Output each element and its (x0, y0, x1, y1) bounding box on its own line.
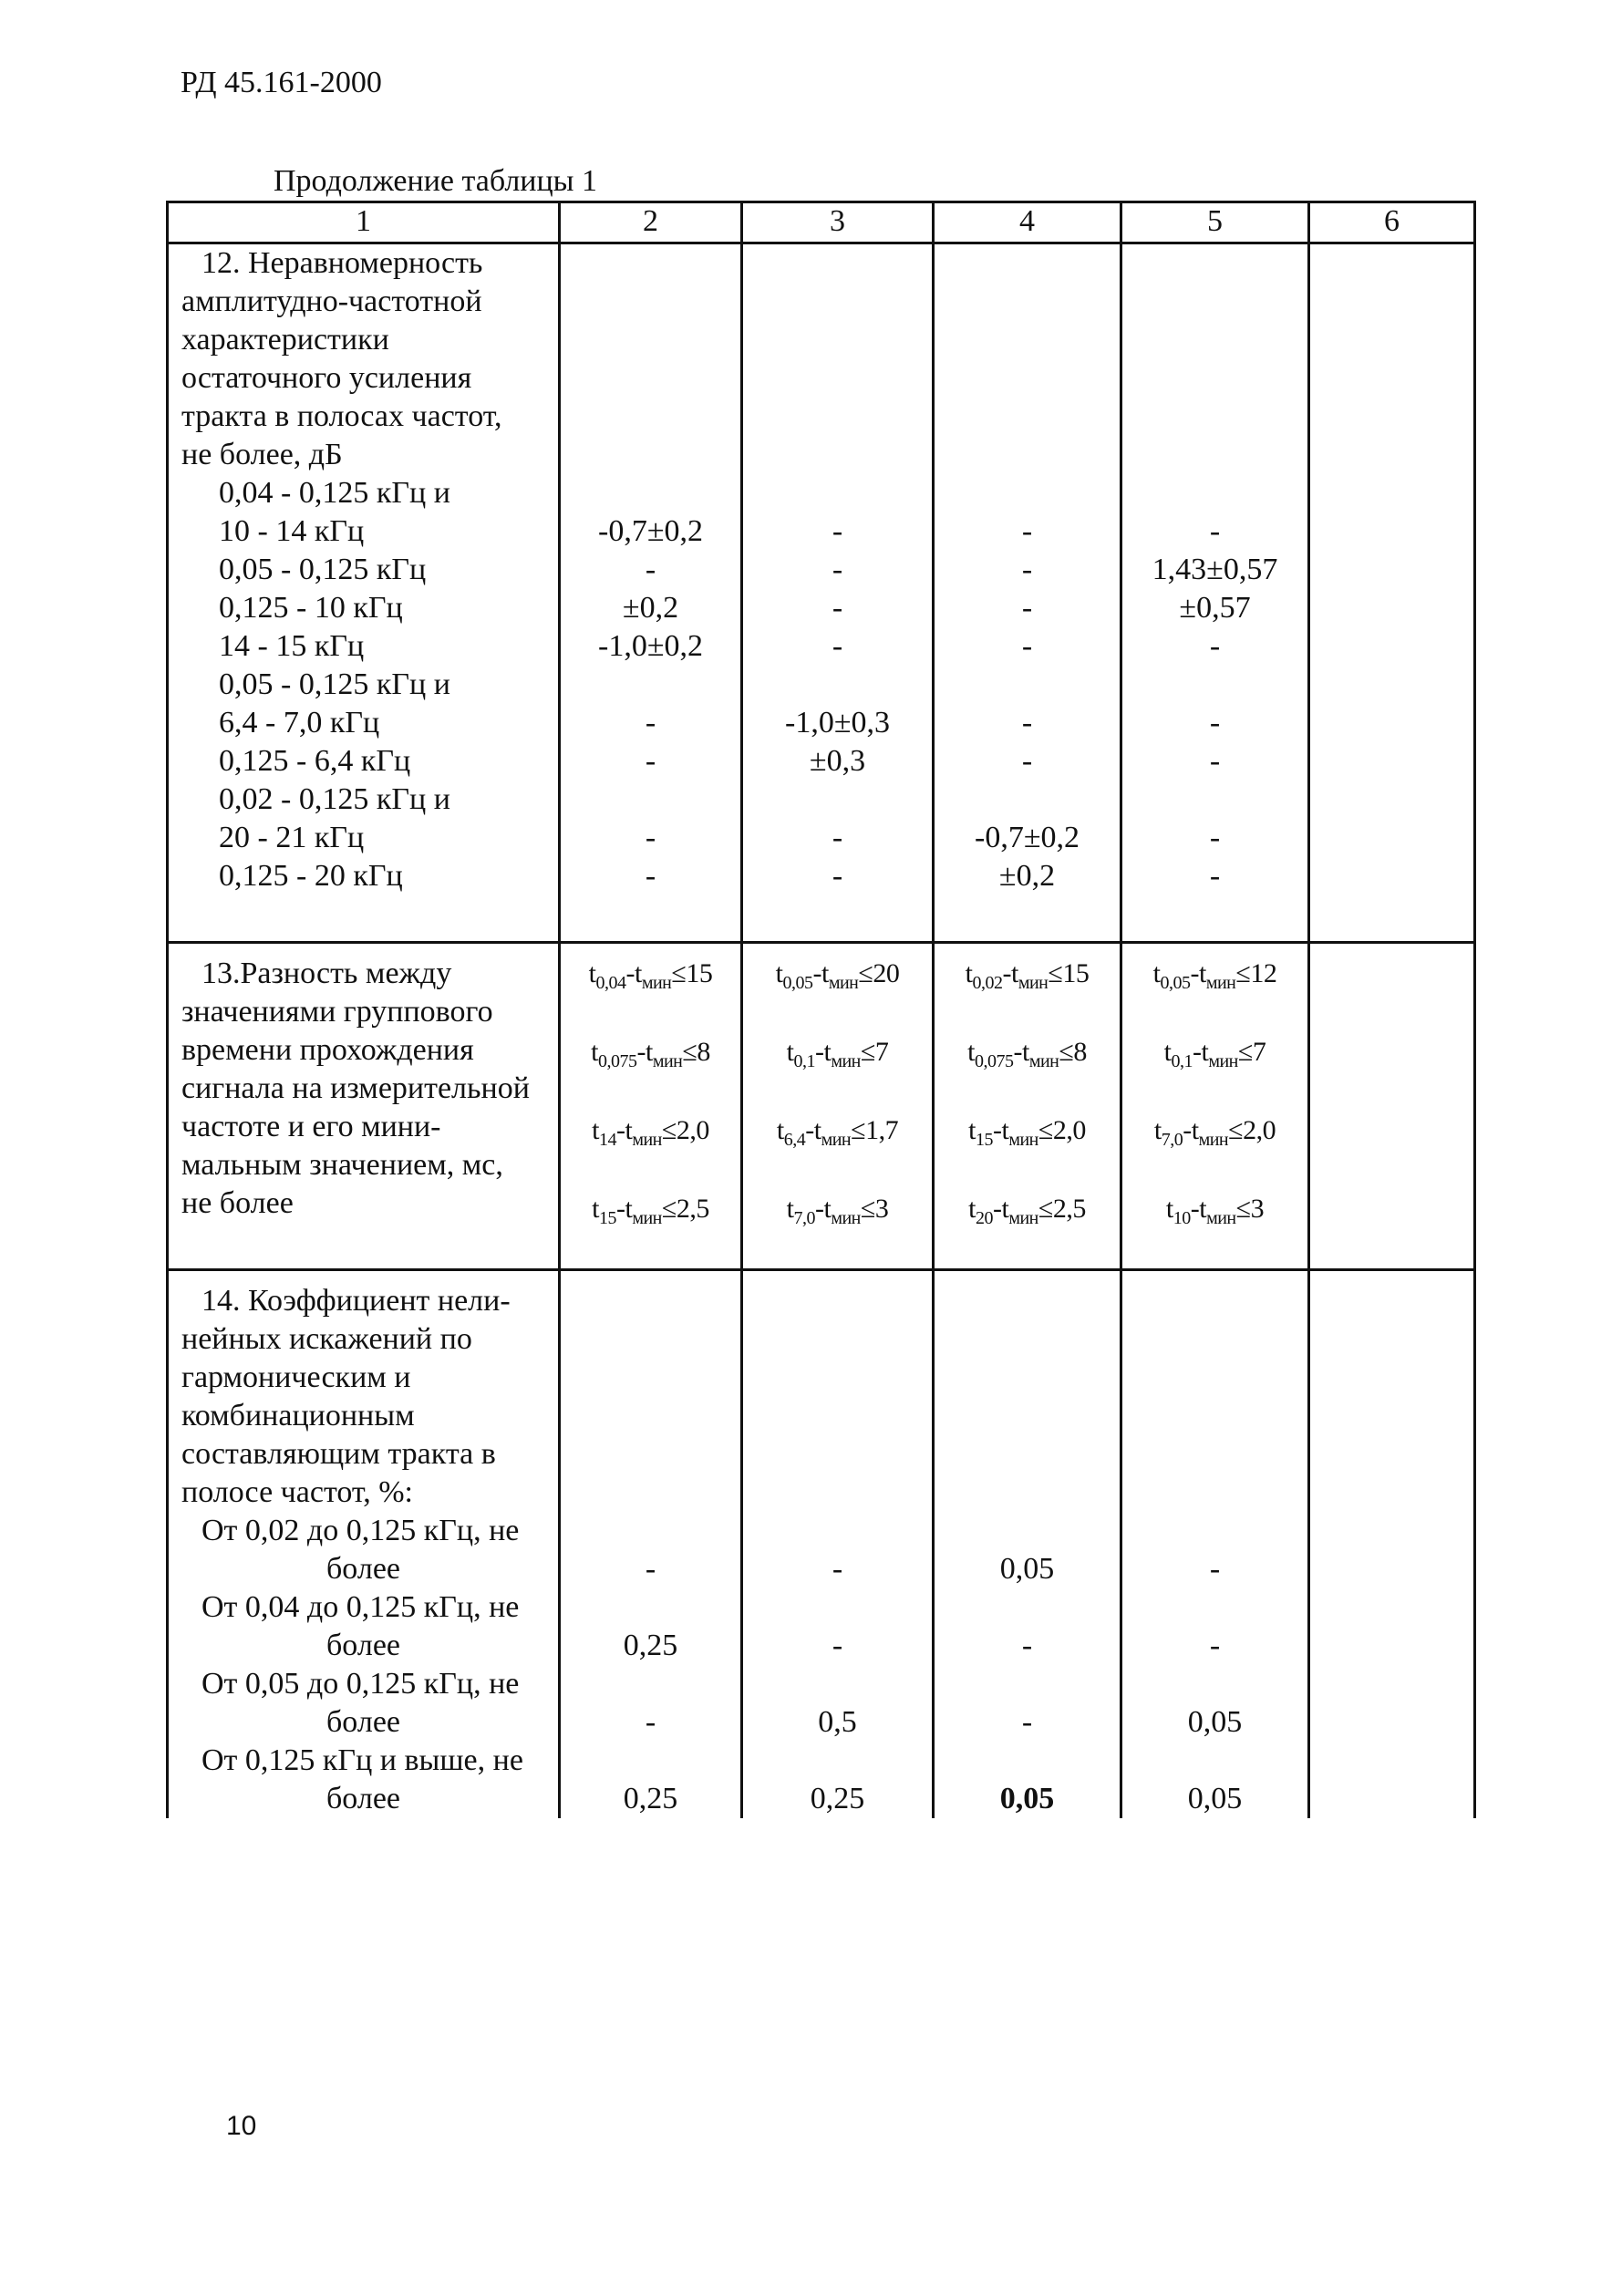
parameter-line: более (326, 1552, 400, 1586)
t-symbol: t (786, 1194, 794, 1224)
column-header: 6 (1309, 202, 1475, 243)
value: - (1209, 1552, 1221, 1586)
parameter-line: более (326, 1629, 400, 1662)
parameter-line: частоте и его мини- (181, 1110, 441, 1143)
t-symbol: t (967, 1037, 975, 1067)
parameter-line: 14 - 15 кГц (219, 629, 365, 663)
minus-t: -t (992, 1115, 1009, 1145)
value: -1,0±0,2 (598, 629, 703, 663)
freq-subscript: 7,0 (1161, 1130, 1183, 1150)
minus-t: -t (1190, 958, 1206, 988)
group-delay-expression (743, 955, 932, 1033)
value: - (832, 629, 843, 663)
freq-subscript: 0,1 (793, 1051, 815, 1071)
minus-t: -t (636, 1037, 653, 1067)
minus-t: -t (615, 1194, 633, 1224)
value-cell-col3 (742, 943, 934, 1270)
parameter-line: 10 - 14 кГц (219, 514, 365, 548)
limit-value: ≤2,0 (1038, 1115, 1086, 1145)
limit-value: ≤2,0 (661, 1115, 709, 1145)
min-subscript: мин (1018, 973, 1049, 993)
limit-value: ≤2,5 (1038, 1194, 1086, 1224)
t-symbol: t (1163, 1037, 1172, 1067)
cell-spacer (169, 895, 558, 941)
parameter-line: 20 - 21 кГц (219, 821, 365, 854)
group-delay-expression (561, 955, 740, 1033)
value: - (1021, 1629, 1033, 1662)
group-delay-expression (935, 1190, 1120, 1268)
limit-value: ≤8 (682, 1037, 710, 1067)
parameter-line: 12. Неравномерность (201, 246, 483, 280)
column-header: 5 (1121, 202, 1309, 243)
value: - (645, 706, 656, 739)
parameter-line: От 0,04 до 0,125 кГц, не (201, 1590, 520, 1624)
limit-value: ≤12 (1235, 958, 1277, 988)
group-delay-expression (935, 1033, 1120, 1112)
parameter-line: 0,125 - 10 кГц (219, 591, 403, 625)
minus-t: -t (1192, 1037, 1209, 1067)
parameter-cell (168, 943, 560, 1270)
freq-subscript: 0,075 (974, 1051, 1014, 1071)
value: - (1209, 859, 1221, 893)
value: -0,7±0,2 (975, 821, 1080, 854)
t-symbol: t (968, 1194, 976, 1224)
parameter-line: комбинационным (181, 1399, 415, 1432)
parameter-line: остаточного усиления (181, 361, 472, 395)
min-subscript: мин (632, 1130, 662, 1150)
t-symbol: t (588, 958, 596, 988)
parameter-line: составляющим тракта в (181, 1437, 496, 1471)
parameter-line: не более, дБ (181, 438, 343, 471)
min-subscript: мин (831, 1208, 861, 1228)
cell-spacer (169, 1223, 558, 1268)
group-delay-expression (1122, 955, 1307, 1033)
parameter-line: 0,125 - 20 кГц (219, 859, 403, 893)
t-symbol: t (1165, 1194, 1173, 1224)
value-cell-col4 (934, 243, 1121, 943)
value: ±0,3 (809, 744, 866, 778)
document-code: РД 45.161-2000 (181, 66, 382, 99)
minus-t: -t (814, 1037, 832, 1067)
limit-value: ≤15 (671, 958, 713, 988)
t-symbol: t (776, 1115, 784, 1145)
value: - (1021, 591, 1033, 625)
min-subscript: мин (652, 1051, 683, 1071)
value: - (1021, 744, 1033, 778)
minus-t: -t (1002, 958, 1018, 988)
parameter-line: От 0,02 до 0,125 кГц, не (201, 1514, 520, 1547)
parameter-cell (168, 243, 560, 943)
t-symbol: t (786, 1037, 794, 1067)
freq-subscript: 0,02 (972, 973, 1003, 993)
parameter-line: От 0,125 кГц и выше, не (201, 1743, 523, 1777)
group-delay-expression (935, 955, 1120, 1033)
min-subscript: мин (1205, 973, 1236, 993)
value: 0,05 (1187, 1782, 1243, 1815)
value: 0,05 (1187, 1705, 1243, 1739)
table-row-13 (168, 943, 1475, 1270)
t-symbol: t (968, 1115, 976, 1145)
table-row-14 (168, 1270, 1475, 1819)
value: ±0,57 (1179, 591, 1251, 625)
value: 1,43±0,57 (1152, 553, 1278, 586)
value: ±0,2 (622, 591, 679, 625)
value: - (832, 514, 843, 548)
parameter-line: 6,4 - 7,0 кГц (219, 706, 380, 739)
parameter-line: амплитудно-частотной (181, 284, 482, 318)
value: - (1209, 629, 1221, 663)
group-delay-expression (561, 1190, 740, 1268)
table-row-12 (168, 243, 1475, 943)
parameter-line: не более (181, 1186, 294, 1220)
value: 0,25 (623, 1782, 678, 1815)
value-cell-col5 (1121, 943, 1309, 1270)
value: - (832, 859, 843, 893)
group-delay-expression (743, 1033, 932, 1112)
freq-subscript: 15 (598, 1208, 616, 1228)
min-subscript: мин (1008, 1208, 1038, 1228)
parameter-line: более (326, 1782, 400, 1815)
minus-t: -t (814, 1194, 832, 1224)
group-delay-expression (561, 1033, 740, 1112)
value-cell-col5 (1121, 1270, 1309, 1819)
column-header: 1 (168, 202, 560, 243)
parameter-line: значениями группового (181, 995, 493, 1029)
column-header: 3 (742, 202, 934, 243)
t-symbol: t (592, 1194, 599, 1224)
page-number: 10 (226, 2111, 257, 2141)
parameter-line: 13.Разность между (201, 957, 452, 990)
value: -1,0±0,3 (785, 706, 890, 739)
value-cell-col5 (1121, 243, 1309, 943)
group-delay-expression (1122, 1190, 1307, 1268)
parameter-line: времени прохождения (181, 1033, 474, 1067)
parameter-line: От 0,05 до 0,125 кГц, не (201, 1667, 520, 1701)
parameter-line: 0,05 - 0,125 кГц (219, 553, 427, 586)
value: 0,25 (810, 1782, 865, 1815)
value: - (832, 1629, 843, 1662)
column-header: 2 (560, 202, 742, 243)
minus-t: -t (992, 1194, 1009, 1224)
freq-subscript: 14 (598, 1130, 616, 1150)
value-cell-col4 (934, 1270, 1121, 1819)
column-header: 4 (934, 202, 1121, 243)
parameter-line: 0,02 - 0,125 кГц и (219, 782, 450, 816)
parameter-line: сигнала на измерительной (181, 1071, 530, 1105)
value: - (1021, 706, 1033, 739)
value: - (832, 591, 843, 625)
t-symbol: t (965, 958, 973, 988)
value: - (1021, 553, 1033, 586)
min-subscript: мин (1028, 1051, 1059, 1071)
parameter-line: 0,125 - 6,4 кГц (219, 744, 411, 778)
t-symbol: t (1152, 958, 1161, 988)
freq-subscript: 10 (1173, 1208, 1191, 1228)
limit-value: ≤15 (1048, 958, 1090, 988)
parameter-line: 14. Коэффициент нели- (201, 1284, 511, 1318)
limit-value: ≤1,7 (851, 1115, 899, 1145)
group-delay-expression (1122, 1033, 1307, 1112)
freq-subscript: 0,1 (1171, 1051, 1193, 1071)
parameter-line: мальным значением, мс, (181, 1148, 503, 1182)
minus-t: -t (615, 1115, 633, 1145)
value: - (1209, 821, 1221, 854)
value: - (832, 821, 843, 854)
value: 0,5 (818, 1705, 857, 1739)
value: - (645, 859, 656, 893)
t-symbol: t (775, 958, 783, 988)
t-symbol: t (1153, 1115, 1162, 1145)
parameter-line: полосе частот, %: (181, 1475, 413, 1509)
value: 0,25 (623, 1629, 678, 1662)
minus-t: -t (625, 958, 642, 988)
min-subscript: мин (1208, 1051, 1238, 1071)
value: - (645, 821, 656, 854)
value: - (832, 553, 843, 586)
t-symbol: t (591, 1037, 598, 1067)
minus-t: -t (812, 958, 829, 988)
min-subscript: мин (1206, 1208, 1236, 1228)
value: - (1209, 744, 1221, 778)
parameter-line: более (326, 1705, 400, 1739)
parameter-line: характеристики (181, 323, 389, 357)
value: - (832, 1552, 843, 1586)
freq-subscript: 0,05 (1160, 973, 1191, 993)
min-subscript: мин (641, 973, 672, 993)
minus-t: -t (1013, 1037, 1029, 1067)
freq-subscript: 7,0 (793, 1208, 815, 1228)
group-delay-expression (743, 1190, 932, 1268)
value: - (645, 1552, 656, 1586)
value: ±0,2 (998, 859, 1056, 893)
freq-subscript: 20 (975, 1208, 993, 1228)
group-delay-expression (1122, 1112, 1307, 1190)
value-cell-col3 (742, 243, 934, 943)
minus-t: -t (1183, 1115, 1199, 1145)
min-subscript: мин (821, 1130, 852, 1150)
value-cell-col6 (1309, 943, 1475, 1270)
value: - (645, 553, 656, 586)
limit-value: ≤7 (860, 1037, 889, 1067)
parameter-line: тракта в полосах частот, (181, 399, 502, 433)
value-cell-col6 (1309, 1270, 1475, 1819)
value: - (1021, 1705, 1033, 1739)
limit-value: ≤8 (1059, 1037, 1087, 1067)
value: - (645, 744, 656, 778)
value: - (1209, 706, 1221, 739)
freq-subscript: 0,04 (595, 973, 626, 993)
table-caption: Продолжение таблицы 1 (274, 164, 598, 198)
parameter-line: нейных искажений по (181, 1322, 472, 1356)
value: - (1209, 1629, 1221, 1662)
value: - (645, 1705, 656, 1739)
value: - (1021, 629, 1033, 663)
value-cell-col6 (1309, 243, 1475, 943)
min-subscript: мин (828, 973, 859, 993)
limit-value: ≤20 (858, 958, 900, 988)
minus-t: -t (1190, 1194, 1207, 1224)
freq-subscript: 0,075 (597, 1051, 637, 1071)
parameters-table (166, 201, 1476, 1818)
min-subscript: мин (1198, 1130, 1229, 1150)
group-delay-expression (561, 1112, 740, 1190)
min-subscript: мин (632, 1208, 662, 1228)
value-cell-col2 (560, 1270, 742, 1819)
value-cell-col3 (742, 1270, 934, 1819)
limit-value: ≤3 (1235, 1194, 1265, 1224)
limit-value: ≤2,0 (1228, 1115, 1276, 1145)
parameter-cell (168, 1270, 560, 1819)
min-subscript: мин (831, 1051, 861, 1071)
parameter-line: 0,05 - 0,125 кГц и (219, 667, 450, 701)
parameter-line: гармоническим и (181, 1360, 411, 1394)
freq-subscript: 0,05 (782, 973, 813, 993)
column-number-row (168, 202, 1475, 243)
minus-t: -t (805, 1115, 821, 1145)
limit-value: ≤3 (860, 1194, 889, 1224)
freq-subscript: 6,4 (783, 1130, 806, 1150)
t-symbol: t (592, 1115, 599, 1145)
group-delay-expression (935, 1112, 1120, 1190)
value-cell-col2 (560, 943, 742, 1270)
freq-subscript: 15 (975, 1130, 993, 1150)
parameter-line: 0,04 - 0,125 кГц и (219, 476, 450, 510)
value: 0,05 (999, 1782, 1055, 1815)
value-cell-col4 (934, 943, 1121, 1270)
value-cell-col2 (560, 243, 742, 943)
limit-value: ≤2,5 (661, 1194, 709, 1224)
value: 0,05 (999, 1552, 1055, 1586)
limit-value: ≤7 (1237, 1037, 1266, 1067)
group-delay-expression (743, 1112, 932, 1190)
value: - (1209, 514, 1221, 548)
value: - (1021, 514, 1033, 548)
value: -0,7±0,2 (598, 514, 703, 548)
min-subscript: мин (1008, 1130, 1038, 1150)
